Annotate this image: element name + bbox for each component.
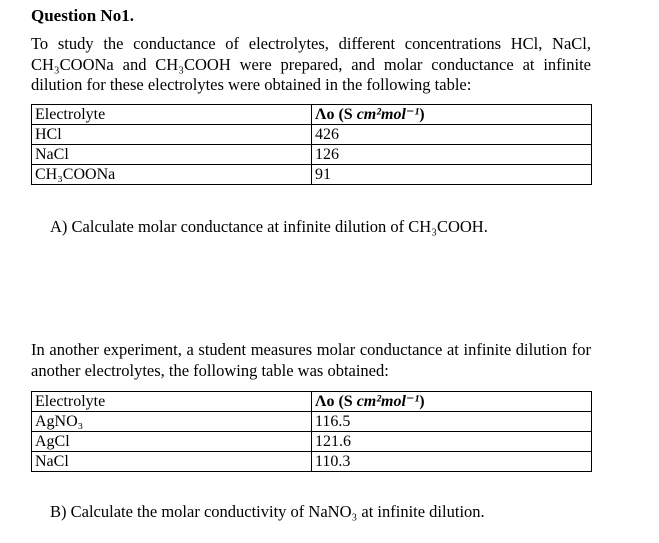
cell-electrolyte: AgCl [32,432,312,452]
table-row [32,165,592,185]
question-b: B) Calculate the molar conductivity of NaNO₃ at infinite dilution. [50,502,485,521]
table-row [32,145,592,165]
cell-value: 126 [312,145,592,165]
cell-electrolyte: AgNO₃ [32,412,312,432]
column-header-molar-conductance: Λo (S cm²mol⁻¹) [312,392,592,412]
table-header-row [32,105,592,125]
cell-electrolyte: NaCl [32,145,312,165]
conductance-table-1 [31,104,592,185]
cell-value: 121.6 [312,432,592,452]
question-a: A) Calculate molar conductance at infinite dilution of CH₃COOH. [50,217,488,236]
cell-value: 426 [312,125,592,145]
second-intro-paragraph: In another experiment, a student measures molar conductance at infinite dilution for another electrolytes, the following table was obtained: [31,340,591,380]
table-row [32,412,592,432]
question-heading: Question No1. [31,6,134,25]
cell-electrolyte: NaCl [32,452,312,472]
column-header-electrolyte: Electrolyte [32,105,312,125]
table-row [32,432,592,452]
cell-electrolyte: CH₃COONa [32,165,312,185]
cell-value: 91 [312,165,592,185]
conductance-table-2 [31,391,592,472]
table-row [32,452,592,472]
table-row [32,125,592,145]
column-header-molar-conductance: Λo (S cm²mol⁻¹) [312,105,592,125]
table-header-row [32,392,592,412]
intro-paragraph: To study the conductance of electrolytes, different concentrations HCl, NaCl, CH₃COONa and CH₃COOH were prepared, and molar conductance at infinite dilution for these electrolytes were obtained in the following table: [31,34,591,94]
column-header-electrolyte: Electrolyte [32,392,312,412]
cell-electrolyte: HCl [32,125,312,145]
cell-value: 116.5 [312,412,592,432]
cell-value: 110.3 [312,452,592,472]
